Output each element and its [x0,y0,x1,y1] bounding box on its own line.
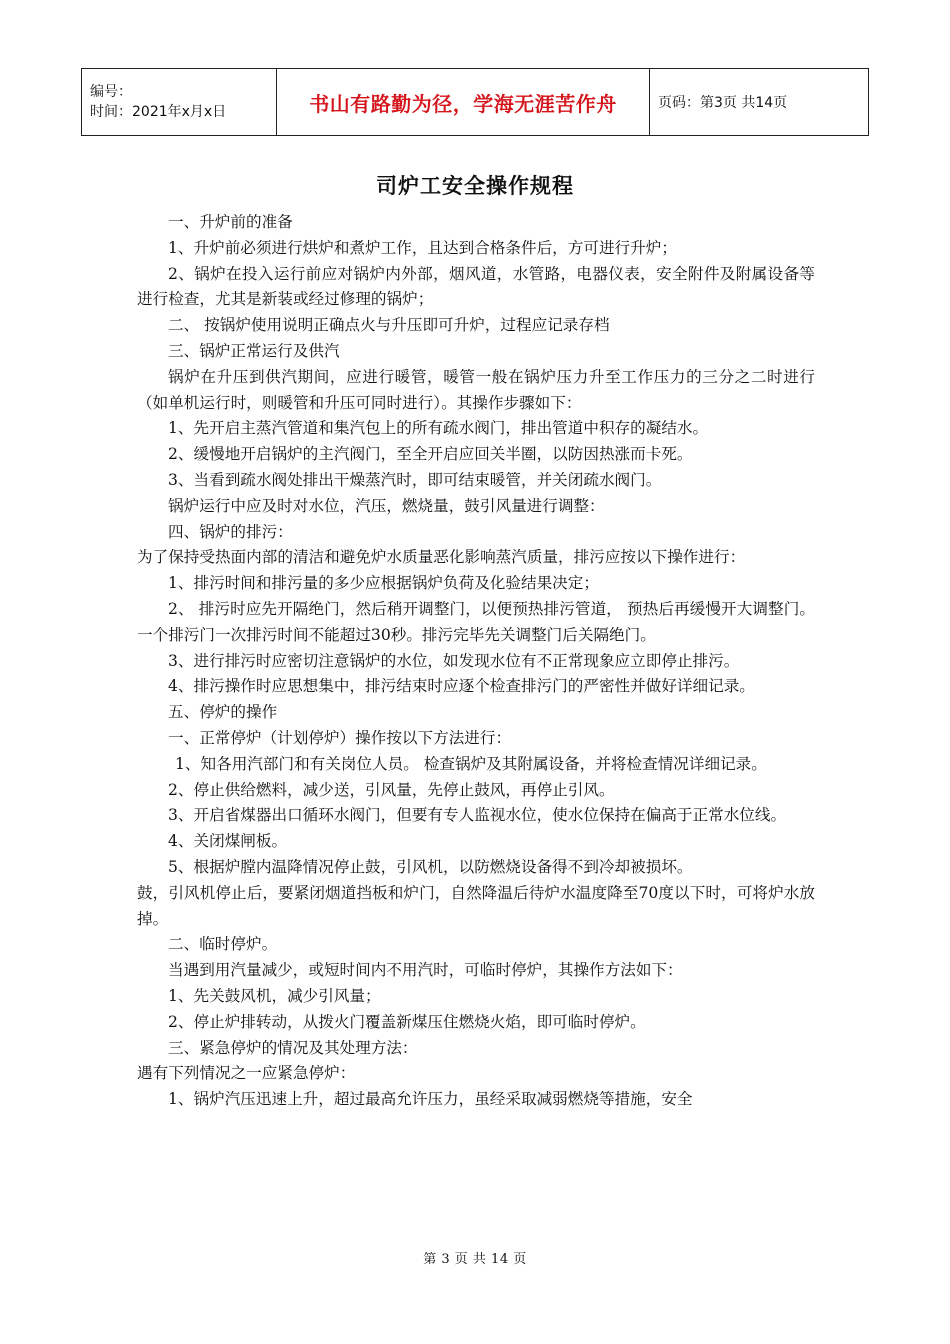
body-paragraph: 一、正常停炉（计划停炉）操作按以下方法进行： [168,728,512,747]
body-paragraph: 五、停炉的操作 [168,703,278,722]
body-paragraph: 为了保持受热面内部的清洁和避免炉水质量恶化影响蒸汽质量，排污应按以下操作进行： [137,548,746,567]
body-paragraph: 5、根据炉膛内温降情况停止鼓，引风机，以防燃烧设备得不到冷却被损坏。 [168,857,693,876]
body-paragraph: 1、升炉前必须进行烘炉和煮炉工作，且达到合格条件后，方可进行升炉； [168,238,677,257]
page-footer: 第 3 页 共 14 页 [423,1252,527,1267]
body-paragraph: 四、锅炉的排污： [168,522,293,541]
document-title: 司炉工安全操作规程 [376,174,574,198]
body-paragraph: 2、 排污时应先开隔绝门，然后稍开调整门，以便预热排污管道， 预热后再缓慢开大调整门。一个排污门一次排污时间不能超过30秒。排污完毕先关调整门后关隔绝门。 [137,599,815,644]
body-paragraph: 2、停止炉排转动，从拨火门覆盖新煤压住燃烧火焰，即可临时停炉。 [168,1012,646,1031]
body-paragraph: 二、 按锅炉使用说明正确点火与升压即可升炉，过程应记录存档 [168,316,610,335]
document-date: 时间：2021年x月x日 [90,104,227,120]
body-paragraph: 当遇到用汽量减少，或短时间内不用汽时，可临时停炉，其操作方法如下： [168,961,683,980]
body-paragraph: 4、关闭煤闸板。 [168,832,288,851]
body-paragraph: 鼓，引风机停止后，要紧闭烟道挡板和炉门，自然降温后待炉水温度降至70度以下时，可将炉水放掉。 [137,883,815,928]
body-paragraph: 3、进行排污时应密切注意锅炉的水位，如发现水位有不正常现象应立即停止排污。 [168,651,740,670]
header-meta-cell [82,69,277,136]
body-paragraph: 2、锅炉在投入运行前应对锅炉内外部，烟风道，水管路，电器仪表，安全附件及附属设备等进行检查，尤其是新装或经过修理的锅炉； [137,264,815,309]
body-paragraph: 锅炉在升压到供汽期间，应进行暖管，暖管一般在锅炉压力升至工作压力的三分之二时进行（如单机运行时，则暖管和升压可同时进行）。其操作步骤如下： [137,367,815,412]
header-page-info: 页码：第3页 共14页 [650,69,869,136]
document-body [137,210,815,1113]
body-paragraph: 三、紧急停炉的情况及其处理方法： [168,1038,418,1057]
body-paragraph: 1、先开启主蒸汽管道和集汽包上的所有疏水阀门，排出管道中积存的凝结水。 [168,419,709,438]
document-number-label: 编号： [90,84,132,100]
body-paragraph: 3、当看到疏水阀处排出干燥蒸汽时，即可结束暖管，并关闭疏水阀门。 [168,470,662,489]
body-paragraph: 二、临时停炉。 [168,935,278,954]
body-paragraph: 一、升炉前的准备 [168,213,293,231]
body-paragraph: 1、锅炉汽压迅速上升，超过最高允许压力，虽经采取减弱燃烧等措施，安全 [168,1090,693,1109]
body-paragraph: 1、先关鼓风机，减少引风量； [168,986,381,1005]
body-paragraph: 1、排污时间和排污量的多少应根据锅炉负荷及化验结果决定； [168,574,599,593]
body-paragraph: 锅炉运行中应及时对水位，汽压，燃烧量，鼓引风量进行调整： [168,496,605,515]
body-paragraph: 4、排污操作时应思想集中，排污结束时应逐个检查排污门的严密性并做好详细记录。 [168,677,755,696]
body-paragraph: 3、开启省煤器出口循环水阀门，但要有专人监视水位，使水位保持在偏高于正常水位线。 [168,806,787,825]
page-header [81,68,869,136]
body-paragraph: 三、锅炉正常运行及供汽 [168,341,340,360]
body-paragraph: 遇有下列情况之一应紧急停炉： [137,1064,356,1083]
body-paragraph: 2、缓慢地开启锅炉的主汽阀门，至全开启应回关半圈，以防因热涨而卡死。 [168,445,693,464]
body-paragraph: 2、停止供给燃料，减少送，引风量，先停止鼓风，再停止引风。 [168,780,615,799]
header-motto: 书山有路勤为径，学海无涯苦作舟 [277,69,650,136]
body-paragraph: 1、知各用汽部门和有关岗位人员。 检查锅炉及其附属设备，并将检查情况详细记录。 [175,754,767,773]
